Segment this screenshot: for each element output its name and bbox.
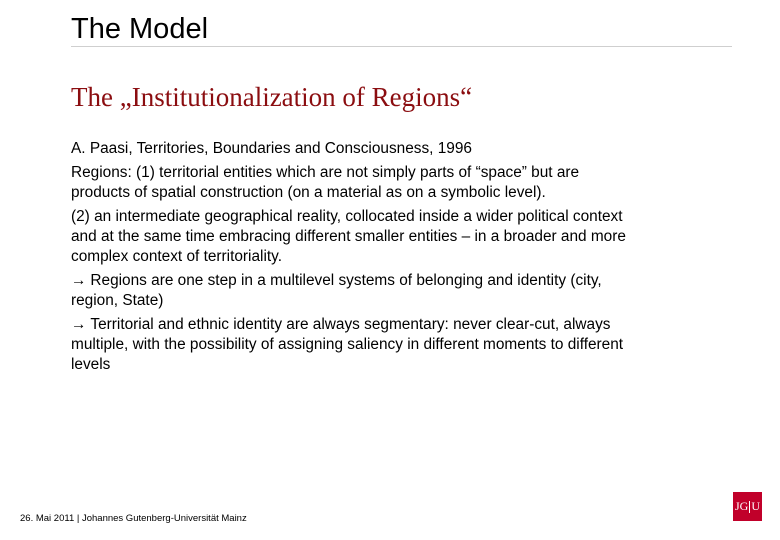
- arrow-right-icon: →: [71, 272, 87, 289]
- arrow-right-icon: →: [71, 316, 87, 333]
- body-paragraph-regions: Regions: (1) territorial entities which are not simply parts of “space” but are products of spatial construction (on a material as on a symbolic level).: [71, 164, 580, 201]
- bullet-multilevel-text: Regions are one step in a multilevel systems of belonging and identity (city, region, State): [71, 272, 602, 309]
- logo-left-text: JG: [734, 499, 749, 513]
- body-paragraph-intermediate: (2) an intermediate geographical reality, collocated inside a wider political context and at the same time embracing different smaller entities – in a broader and more complex context of territoriality.: [71, 208, 626, 265]
- jgu-logo: [733, 492, 762, 521]
- bullet-multilevel: [71, 271, 631, 311]
- logo-right-text: U: [751, 499, 760, 513]
- slide-subtitle: The „Institutionalization of Regions“: [71, 82, 473, 112]
- bullet-identity-text: Territorial and ethnic identity are always segmentary: never clear-cut, always multiple, with the possibility of assigning saliency in different moments to different levels: [71, 316, 624, 373]
- title-divider: [71, 46, 732, 47]
- footer-date-university: 26. Mai 2011 | Johannes Gutenberg-Universität Mainz: [20, 513, 247, 524]
- slide-body: [71, 139, 631, 379]
- bullet-identity: [71, 315, 631, 375]
- logo-separator: [749, 501, 750, 513]
- slide-title: The Model: [71, 13, 209, 45]
- citation-line: A. Paasi, Territories, Boundaries and Consciousness, 1996: [71, 140, 472, 157]
